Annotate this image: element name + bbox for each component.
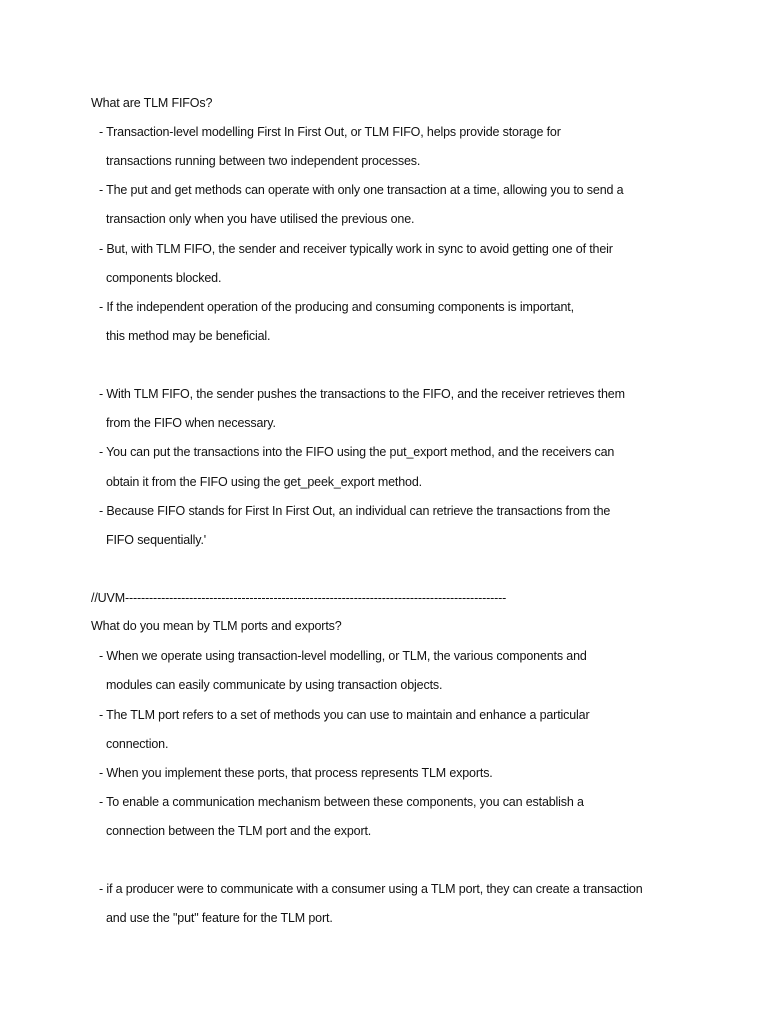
continuation-line: modules can easily communicate by using transaction objects. bbox=[106, 678, 443, 692]
continuation-line: connection between the TLM port and the export. bbox=[106, 824, 372, 838]
heading-tlm-fifos: What are TLM FIFOs? bbox=[91, 96, 213, 110]
continuation-line: FIFO sequentially.' bbox=[106, 533, 207, 547]
continuation-line: transactions running between two independent processes. bbox=[106, 154, 421, 168]
continuation-line: transaction only when you have utilised the previous one. bbox=[106, 212, 415, 226]
heading-tlm-ports: What do you mean by TLM ports and exports? bbox=[91, 619, 342, 633]
bullet-line: - You can put the transactions into the FIFO using the put_export method, and the receivers can bbox=[99, 445, 615, 459]
continuation-line: and use the "put" feature for the TLM port. bbox=[106, 911, 333, 925]
continuation-line: this method may be beneficial. bbox=[106, 329, 271, 343]
bullet-line: - With TLM FIFO, the sender pushes the transactions to the FIFO, and the receiver retrieves them bbox=[99, 387, 625, 401]
bullet-line: - The put and get methods can operate with only one transaction at a time, allowing you to send a bbox=[99, 183, 624, 197]
bullet-line: - Because FIFO stands for First In First Out, an individual can retrieve the transactions from the bbox=[99, 504, 611, 518]
continuation-line: obtain it from the FIFO using the get_peek_export method. bbox=[106, 475, 422, 489]
continuation-line: connection. bbox=[106, 737, 169, 751]
bullet-line: - If the independent operation of the producing and consuming components is important, bbox=[99, 300, 574, 314]
continuation-line: components blocked. bbox=[106, 271, 222, 285]
bullet-line: - if a producer were to communicate with a consumer using a TLM port, they can create a transaction bbox=[99, 882, 643, 896]
bullet-line: - But, with TLM FIFO, the sender and receiver typically work in sync to avoid getting one of their bbox=[99, 242, 613, 256]
bullet-line: - The TLM port refers to a set of methods you can use to maintain and enhance a particular bbox=[99, 708, 590, 722]
bullet-line: - When you implement these ports, that process represents TLM exports. bbox=[99, 766, 493, 780]
bullet-line: - Transaction-level modelling First In First Out, or TLM FIFO, helps provide storage for bbox=[99, 125, 561, 139]
bullet-line: - To enable a communication mechanism between these components, you can establish a bbox=[99, 795, 584, 809]
continuation-line: from the FIFO when necessary. bbox=[106, 416, 276, 430]
bullet-line: - When we operate using transaction-level modelling, or TLM, the various components and bbox=[99, 649, 587, 663]
section-divider: //UVM----------------------------------------------------------------------------------------------- bbox=[91, 591, 507, 605]
